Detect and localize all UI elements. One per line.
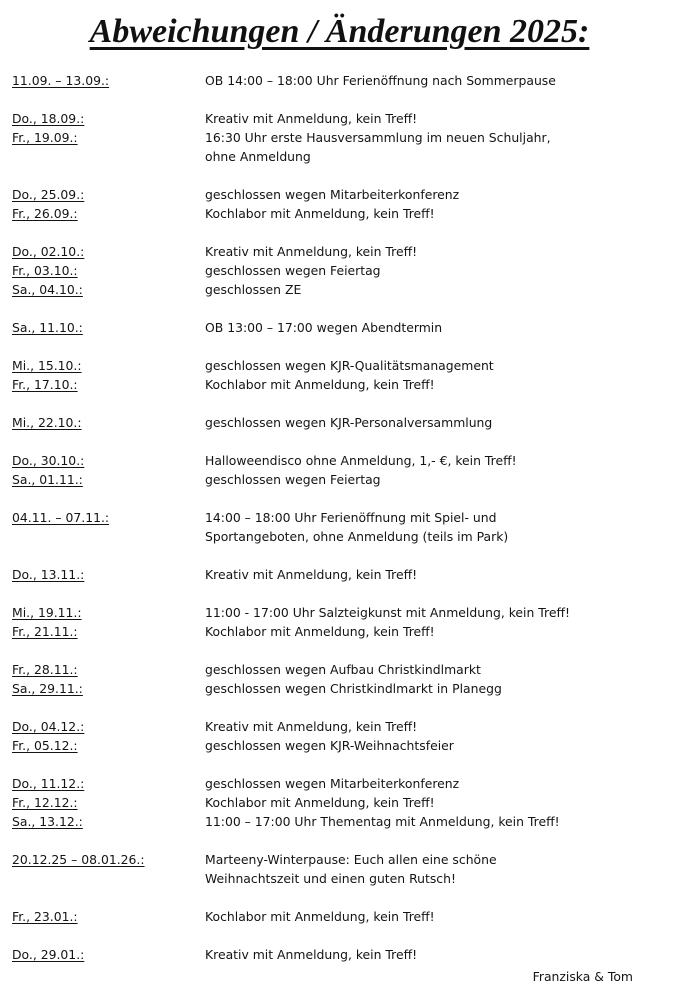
schedule-entry xyxy=(0,793,679,812)
schedule-entry xyxy=(0,356,679,375)
entry-date: Fr., 19.09.: xyxy=(12,130,78,145)
schedule-entry-continuation xyxy=(0,147,679,166)
entry-description: 11:00 - 17:00 Uhr Salzteigkunst mit Anmeldung, kein Treff! xyxy=(205,605,570,620)
entry-date: Do., 13.11.: xyxy=(12,567,85,582)
entry-description: geschlossen wegen KJR-Weihnachtsfeier xyxy=(205,738,454,753)
entry-description: 14:00 – 18:00 Uhr Ferienöffnung mit Spiel- und xyxy=(205,510,497,525)
group-spacer xyxy=(0,698,679,717)
group-spacer xyxy=(0,394,679,413)
entry-date: Do., 11.12.: xyxy=(12,776,85,791)
entry-description: geschlossen wegen Feiertag xyxy=(205,263,381,278)
group-spacer xyxy=(0,299,679,318)
entry-description: 16:30 Uhr erste Hausversammlung im neuen Schuljahr, xyxy=(205,130,551,145)
entry-description: geschlossen wegen Mitarbeiterkonferenz xyxy=(205,187,460,202)
entry-description: geschlossen wegen Aufbau Christkindlmarkt xyxy=(205,662,481,677)
schedule-entry xyxy=(0,508,679,527)
schedule-entry xyxy=(0,812,679,831)
group-spacer xyxy=(0,926,679,945)
schedule-entry xyxy=(0,850,679,869)
entry-date: Mi., 22.10.: xyxy=(12,415,82,430)
entry-description: Kochlabor mit Anmeldung, kein Treff! xyxy=(205,795,435,810)
schedule-entry xyxy=(0,318,679,337)
entry-description: OB 13:00 – 17:00 wegen Abendtermin xyxy=(205,320,443,335)
group-spacer xyxy=(0,888,679,907)
entry-date: Sa., 01.11.: xyxy=(12,472,83,487)
schedule-list xyxy=(0,71,679,964)
entry-date: Fr., 17.10.: xyxy=(12,377,78,392)
entry-date: Do., 25.09.: xyxy=(12,187,85,202)
schedule-entry xyxy=(0,413,679,432)
schedule-entry xyxy=(0,907,679,926)
entry-date: Sa., 04.10.: xyxy=(12,282,83,297)
entry-description: ohne Anmeldung xyxy=(205,149,311,164)
schedule-entry xyxy=(0,679,679,698)
entry-date: Fr., 28.11.: xyxy=(12,662,78,677)
group-spacer xyxy=(0,755,679,774)
entry-date: Fr., 03.10.: xyxy=(12,263,78,278)
entry-date: Mi., 15.10.: xyxy=(12,358,82,373)
signature: Franziska & Tom xyxy=(532,969,633,984)
entry-description: geschlossen wegen KJR-Personalversammlung xyxy=(205,415,493,430)
schedule-entry xyxy=(0,204,679,223)
entry-date: Sa., 29.11.: xyxy=(12,681,83,696)
schedule-entry xyxy=(0,71,679,90)
entry-date: Sa., 13.12.: xyxy=(12,814,83,829)
entry-date: Fr., 12.12.: xyxy=(12,795,78,810)
group-spacer xyxy=(0,546,679,565)
schedule-entry xyxy=(0,375,679,394)
page-title-text: Abweichungen / Änderungen 2025: xyxy=(89,13,590,50)
entry-date: Fr., 05.12.: xyxy=(12,738,78,753)
entry-date: Do., 02.10.: xyxy=(12,244,85,259)
entry-description: geschlossen wegen Feiertag xyxy=(205,472,381,487)
entry-date: 04.11. – 07.11.: xyxy=(12,510,110,525)
entry-description: geschlossen wegen Mitarbeiterkonferenz xyxy=(205,776,460,791)
schedule-entry xyxy=(0,261,679,280)
schedule-entry xyxy=(0,185,679,204)
schedule-entry xyxy=(0,128,679,147)
schedule-entry xyxy=(0,717,679,736)
group-spacer xyxy=(0,223,679,242)
entry-date: Fr., 23.01.: xyxy=(12,909,78,924)
schedule-entry xyxy=(0,470,679,489)
entry-description: 11:00 – 17:00 Uhr Thementag mit Anmeldung, kein Treff! xyxy=(205,814,560,829)
group-spacer xyxy=(0,337,679,356)
group-spacer xyxy=(0,166,679,185)
entry-description: Kochlabor mit Anmeldung, kein Treff! xyxy=(205,206,435,221)
group-spacer xyxy=(0,489,679,508)
entry-description: geschlossen ZE xyxy=(205,282,302,297)
schedule-entry-continuation xyxy=(0,869,679,888)
page-title xyxy=(0,12,679,52)
schedule-entry xyxy=(0,451,679,470)
schedule-entry xyxy=(0,622,679,641)
entry-date: Do., 29.01.: xyxy=(12,947,85,962)
schedule-entry-continuation xyxy=(0,527,679,546)
entry-date: Do., 18.09.: xyxy=(12,111,85,126)
entry-description: Kreativ mit Anmeldung, kein Treff! xyxy=(205,244,418,259)
group-spacer xyxy=(0,831,679,850)
entry-description: geschlossen wegen Christkindlmarkt in Planegg xyxy=(205,681,502,696)
entry-description: Halloweendisco ohne Anmeldung, 1,- €, kein Treff! xyxy=(205,453,517,468)
entry-description: Sportangeboten, ohne Anmeldung (teils im Park) xyxy=(205,529,509,544)
entry-date: Fr., 21.11.: xyxy=(12,624,78,639)
schedule-entry xyxy=(0,109,679,128)
entry-description: Kochlabor mit Anmeldung, kein Treff! xyxy=(205,624,435,639)
schedule-entry xyxy=(0,945,679,964)
entry-description: Kreativ mit Anmeldung, kein Treff! xyxy=(205,947,418,962)
entry-description: Marteeny-Winterpause: Euch allen eine schöne xyxy=(205,852,497,867)
group-spacer xyxy=(0,432,679,451)
entry-description: Kreativ mit Anmeldung, kein Treff! xyxy=(205,567,418,582)
entry-date: Sa., 11.10.: xyxy=(12,320,83,335)
entry-description: Kochlabor mit Anmeldung, kein Treff! xyxy=(205,909,435,924)
schedule-entry xyxy=(0,565,679,584)
group-spacer xyxy=(0,90,679,109)
entry-date: Do., 04.12.: xyxy=(12,719,85,734)
schedule-entry xyxy=(0,774,679,793)
group-spacer xyxy=(0,584,679,603)
schedule-entry xyxy=(0,660,679,679)
schedule-entry xyxy=(0,242,679,261)
entry-description: Kreativ mit Anmeldung, kein Treff! xyxy=(205,111,418,126)
schedule-entry xyxy=(0,280,679,299)
entry-description: Kreativ mit Anmeldung, kein Treff! xyxy=(205,719,418,734)
entry-date: Fr., 26.09.: xyxy=(12,206,78,221)
entry-description: OB 14:00 – 18:00 Uhr Ferienöffnung nach Sommerpause xyxy=(205,73,556,88)
schedule-entry xyxy=(0,736,679,755)
entry-date: 20.12.25 – 08.01.26.: xyxy=(12,852,145,867)
schedule-entry xyxy=(0,603,679,622)
group-spacer xyxy=(0,641,679,660)
entry-description: Weihnachtszeit und einen guten Rutsch! xyxy=(205,871,456,886)
entry-date: Mi., 19.11.: xyxy=(12,605,82,620)
entry-date: Do., 30.10.: xyxy=(12,453,85,468)
entry-description: Kochlabor mit Anmeldung, kein Treff! xyxy=(205,377,435,392)
entry-date: 11.09. – 13.09.: xyxy=(12,73,110,88)
entry-description: geschlossen wegen KJR-Qualitätsmanagement xyxy=(205,358,494,373)
